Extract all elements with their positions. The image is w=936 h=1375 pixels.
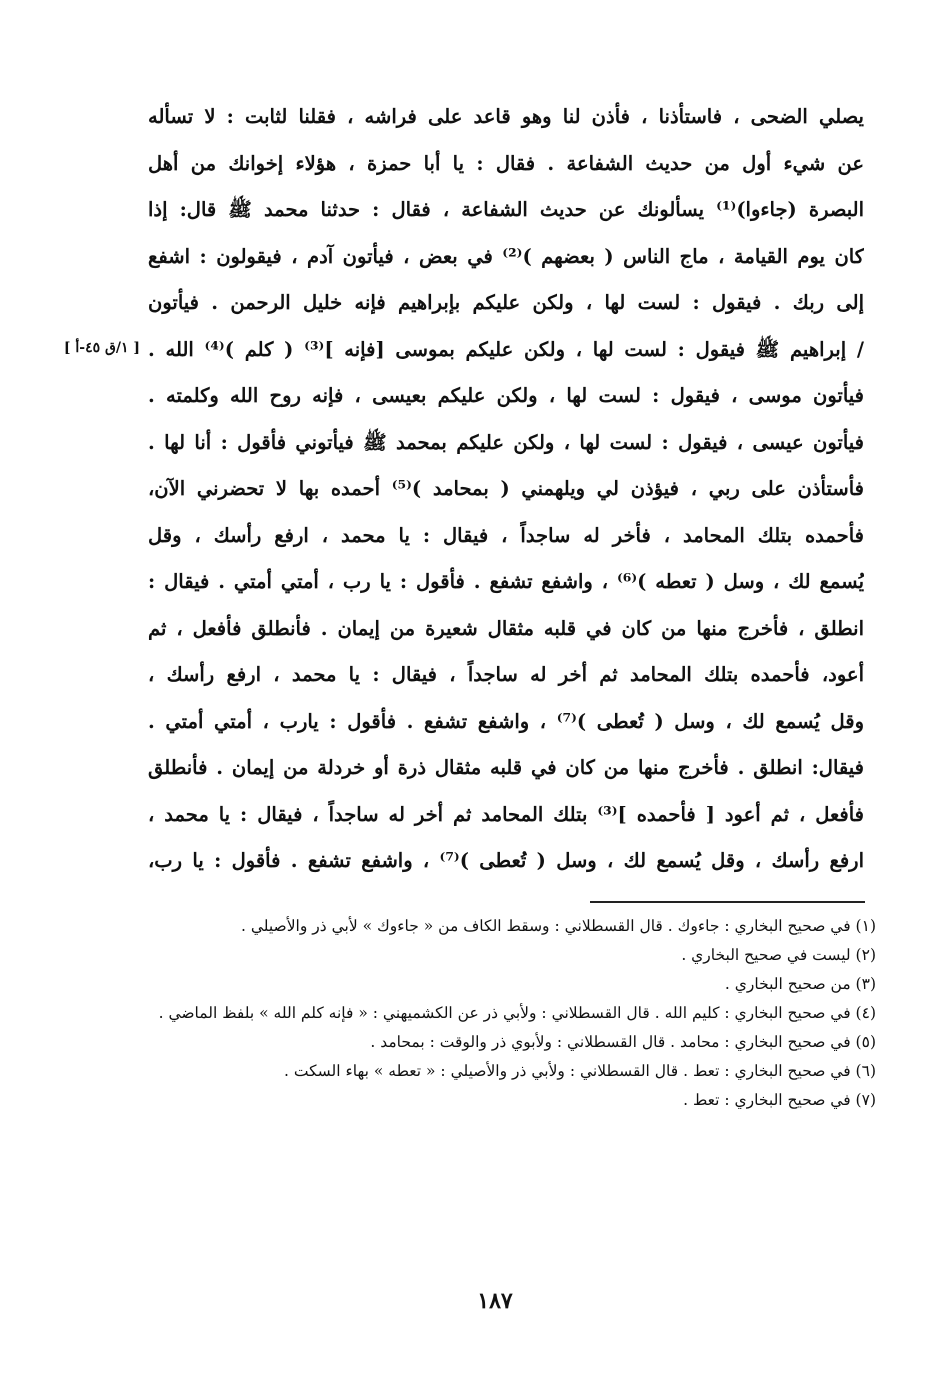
text-line: عن شيء أول من حديث الشفاعة . فقال : يا أبا حمزة ، هؤلاء إخوانك من أهل <box>148 151 864 175</box>
text-line: وقل يُسمع لك ، وسل ( تُعطى )⁽⁷⁾ ، واشفع تشفع . فأقول : يارب ، أمتي أمتي . <box>148 709 864 733</box>
text-line: فأستأذن على ربي ، فيؤذن لي ويلهمني ( بمحامد )⁽⁵⁾ أحمده بها لا تحضرني الآن، <box>148 477 864 500</box>
main-text <box>148 94 864 885</box>
text-line: فيأتون عيسى ، فيقول : لست لها ، ولكن عليكم بمحمد ﷺ فيأتوني فأقول : أنا لها . <box>148 430 864 454</box>
text-line: أعود، فأحمده بتلك المحامد ثم أخر له ساجداً ، فيقال : يا محمد ، ارفع رأسك ، <box>148 663 864 686</box>
text-line: كان يوم القيامة ، ماج الناس ( بعضهم )⁽²⁾ في بعض ، فيأتون آدم ، فيقولون : اشفع <box>148 244 864 268</box>
text-line: انطلق ، فأخرج منها من كان في قلبه مثقال شعيرة من إيمان . فأنطلق فأفعل ، ثم <box>148 616 864 640</box>
footnote: (٢) ليست في صحيح البخاري . <box>681 946 876 964</box>
text-line: يُسمع لك ، وسل ( تعطه )⁽⁶⁾ ، واشفع تشفع . فأقول : يا رب ، أمتي أمتي . فيقال : <box>148 570 864 593</box>
text-line: البصرة (جاءوا)⁽¹⁾ يسألونك عن حديث الشفاعة ، فقال : حدثنا محمد ﷺ قال: إذا <box>148 198 864 221</box>
manuscript-folio-reference: [ ١/ق ٤٥-أ ] <box>63 340 140 356</box>
text-line: يصلي الضحى ، فاستأذنا ، فأذن لنا وهو قاعد على فراشه ، فقلنا لثابت : لا تسأله <box>148 105 864 128</box>
footnote: (٧) في صحيح البخاري : تعط . <box>683 1091 876 1109</box>
page-number: ١٨٧ <box>477 1288 513 1314</box>
footnotes <box>148 912 876 1115</box>
text-line: فيأتون موسى ، فيقول : لست لها ، ولكن عليكم بعيسى ، فإنه روح الله وكلمته . <box>148 384 864 407</box>
footnote: (١) في صحيح البخاري : جاءوك . قال القسطلاني : وسقط الكاف من « جاءوك » لأبي ذر والأصيلي . <box>240 917 876 935</box>
text-line: ارفع رأسك ، وقل يُسمع لك ، وسل ( تُعطى )⁽⁷⁾ ، واشفع تشفع . فأقول : يا رب، <box>148 849 864 872</box>
footnote-separator <box>590 901 865 903</box>
text-line: إلى ربك . فيقول : لست لها ، ولكن عليكم بإبراهيم فإنه خليل الرحمن . فيأتون <box>148 291 864 314</box>
text-line: فأحمده بتلك المحامد ، فأخر له ساجداً ، فيقال : يا محمد ، ارفع رأسك ، وقل <box>148 523 864 547</box>
footnote: (٣) من صحيح البخاري . <box>724 975 876 993</box>
footnote: (٥) في صحيح البخاري : محامد . قال القسطلاني : ولأبوي ذر والوقت : بمحامد . <box>370 1033 876 1051</box>
text-line: فيقال: انطلق . فأخرج منها من كان في قلبه مثقال ذرة أو خردلة من إيمان . فأنطلق <box>148 756 864 779</box>
text-line: فأفعل ، ثم أعود [ فأحمده ]⁽³⁾ بتلك المحامد ثم أخر له ساجداً ، فيقال : يا محمد ، <box>148 802 864 826</box>
footnote: (٦) في صحيح البخاري : تعط . قال القسطلاني : ولأبي ذر والأصيلي : « تعطه » بهاء السكت . <box>284 1062 876 1080</box>
text-line: / إبراهيم ﷺ فيقول : لست لها ، ولكن عليكم بموسى [فإنه ]⁽³⁾ ( كلم )⁽⁴⁾ الله . <box>148 337 864 361</box>
footnote: (٤) في صحيح البخاري : كليم الله . قال القسطلاني : ولأبي ذر عن الكشميهني : « فإنه كلم الله » بلفظ الماضي . <box>158 1004 876 1022</box>
